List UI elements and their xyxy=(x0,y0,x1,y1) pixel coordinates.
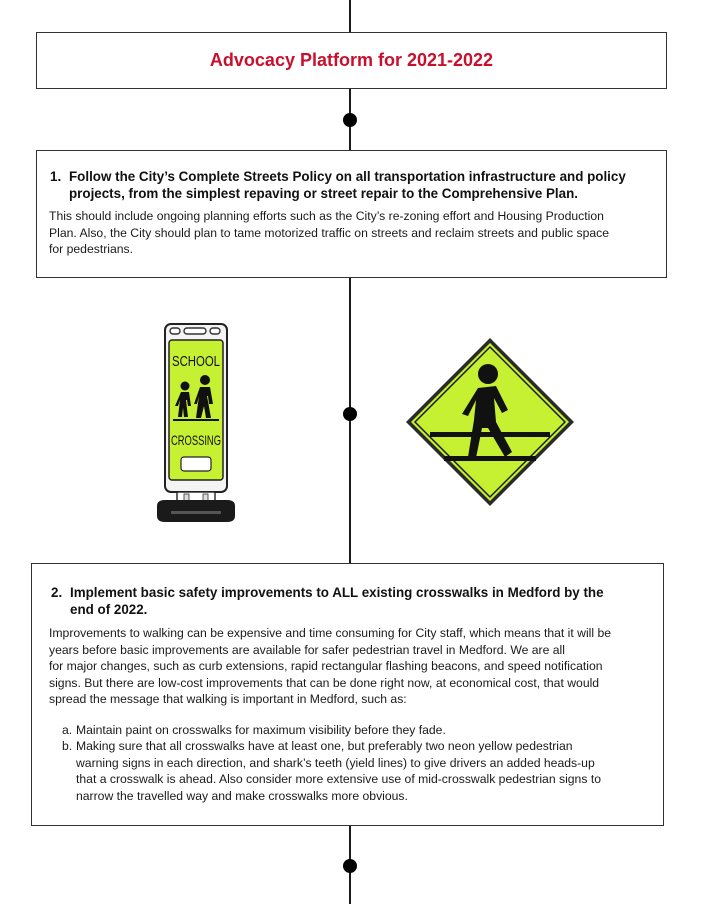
page-title: Advocacy Platform for 2021-2022 xyxy=(209,50,494,70)
school-sign-text-bottom: CROSSING xyxy=(171,432,221,448)
timeline-dot-2 xyxy=(343,407,357,421)
improvement-list xyxy=(49,722,651,805)
item-number: 1. xyxy=(50,169,62,184)
platform-item-1 xyxy=(36,150,667,278)
item-heading xyxy=(49,168,652,202)
timeline-dot-1 xyxy=(343,113,357,127)
list-item-line: Maintain paint on crosswalks for maximum visibility before they fade. xyxy=(76,722,446,737)
item-heading-line: projects, from the simplest repaving or street repair to the Comprehensive Plan. xyxy=(69,186,578,201)
item-heading-line: end of 2022. xyxy=(70,602,148,617)
list-item-label: b. xyxy=(62,739,73,753)
item-number: 2. xyxy=(51,585,63,600)
school-crossing-sign-image xyxy=(151,320,241,525)
list-item-line: narrow the travelled way and make crosswalks more obvious. xyxy=(76,788,408,803)
item-heading xyxy=(49,584,651,618)
school-sign-text-top: SCHOOL xyxy=(172,353,220,370)
title-box xyxy=(36,32,667,89)
body-line: Improvements to walking can be expensive and time consuming for City staff, which means that it will be xyxy=(49,626,612,640)
timeline-line-top xyxy=(349,0,351,32)
list-item xyxy=(62,738,651,804)
platform-item-2 xyxy=(31,563,664,826)
timeline-dot-3 xyxy=(343,859,357,873)
item-heading-line: Implement basic safety improvements to ALL existing crosswalks in Medford by the xyxy=(70,585,604,600)
list-item xyxy=(62,722,651,739)
list-item-line: warning signs in each direction, and shark’s teeth (yield lines) to give drivers an added heads-up xyxy=(76,755,595,770)
body-line: signs. But there are low-cost improvements that can be done right now, at economical cost, that would xyxy=(49,675,600,690)
body-line: for pedestrians. xyxy=(49,242,134,256)
pedestrian-crossing-sign-image xyxy=(404,336,576,508)
list-item-line: Making sure that all crosswalks have at least one, but preferably two neon yellow pedestrian xyxy=(76,739,573,753)
item-heading-line: Follow the City’s Complete Streets Policy on all transportation infrastructure and policy xyxy=(69,169,626,184)
body-line: This should include ongoing planning efforts such as the City’s re-zoning effort and Housing Production xyxy=(49,209,604,223)
list-item-line: that a crosswalk is ahead. Also consider more extensive use of mid-crosswalk pedestrian signs to xyxy=(76,772,601,786)
body-line: for major changes, such as curb extensions, rapid rectangular flashing beacons, and speed notification xyxy=(49,659,603,673)
item-body xyxy=(49,625,651,708)
list-item-label: a. xyxy=(62,722,73,737)
body-line: years before basic improvements are available for safer pedestrian travel in Medford. We are all xyxy=(49,642,565,657)
body-line: spread the message that walking is important in Medford, such as: xyxy=(49,692,407,706)
item-body xyxy=(49,208,652,258)
body-line: Plan. Also, the City should plan to tame motorized traffic on streets and reclaim streets and public space xyxy=(49,225,610,240)
